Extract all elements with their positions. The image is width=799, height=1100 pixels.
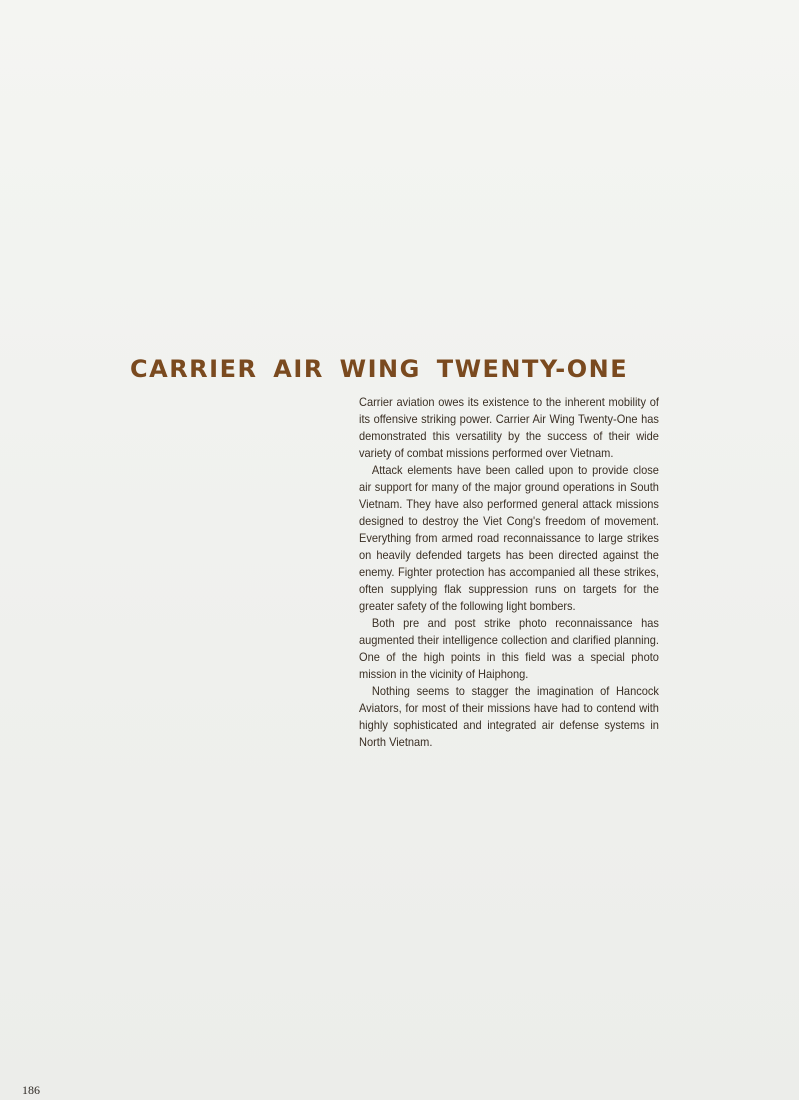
page-number: 186	[22, 1083, 40, 1097]
paragraph-1: Carrier aviation owes its existence to the inherent mobility of its offensive striking power. Carrier Air Wing Twenty-One has demonstrated this versatility by the success of their wide variety of combat missions performed over Vietnam.	[359, 395, 659, 460]
paragraph-2: Attack elements have been called upon to provide close air support for many of the major ground operations in South Vietnam. They have also performed general attack missions designed to destroy the Viet Cong's freedom of movement. Everything from armed road reconnaissance to large strikes on heavily defended targets has been directed against the enemy. Fighter protection has accompanied all these strikes, often supplying flak suppression runs on targets for the greater safety of the following light bombers.	[359, 463, 659, 613]
article-body	[359, 394, 659, 751]
paragraph-4: Nothing seems to stagger the imagination of Hancock Aviators, for most of their missions have had to contend with highly sophisticated and integrated air defense systems in North Vietnam.	[359, 684, 659, 749]
page-title: CARRIER AIR WING TWENTY-ONE	[130, 355, 629, 383]
paragraph-3: Both pre and post strike photo reconnaissance has augmented their intelligence collection and clarified planning. One of the high points in this field was a special photo mission in the vicinity of Haiphong.	[359, 616, 659, 681]
